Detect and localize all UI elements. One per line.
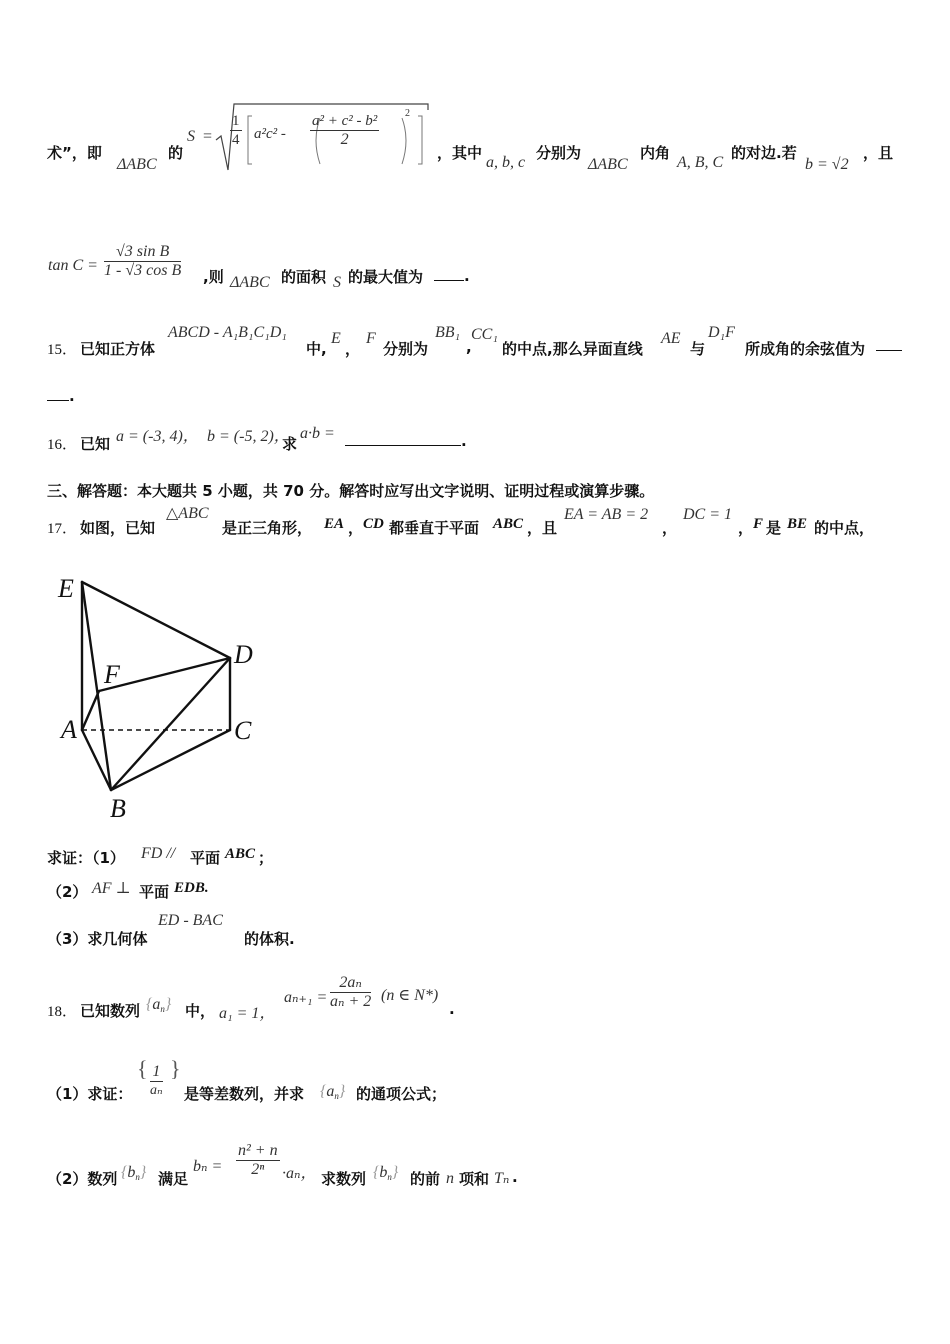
p17-eq1: EA = AB = 2 <box>564 506 649 523</box>
p18-q1-prefix: （1）求证： <box>47 1085 133 1103</box>
p15-cube: ABCD - A₁B₁C₁D₁ <box>168 324 287 341</box>
edge-ED <box>82 582 230 658</box>
p14-quarter <box>230 112 242 149</box>
p18-q2-text-1: 满足 <box>158 1170 189 1188</box>
p18-q1-frac-bot: aₙ <box>150 1083 163 1098</box>
p17-q2-text: 平面 <box>139 883 170 901</box>
p18-q2-bn-eq: bₙ = <box>193 1158 223 1175</box>
p18-q1-brace-right: } <box>170 1056 181 1081</box>
p18-rec-left: aₙ₊₁ = <box>284 989 328 1006</box>
p14-text-start: 术”，即 <box>47 144 102 162</box>
label-E: E <box>58 574 74 603</box>
p17-q1-math: FD // <box>141 845 176 862</box>
p14-tan-frac <box>104 243 181 280</box>
p14-text-zuida: 的最大值为 <box>348 268 424 286</box>
p18-q2-text-4: 项和 <box>459 1170 490 1188</box>
p18-a1: a₁ = 1， <box>219 1005 276 1022</box>
p15-text-4: 的中点,那么异面直线 <box>502 340 643 358</box>
p14-end: . <box>464 267 470 285</box>
p18-q1-seq-n: n <box>334 1091 339 1101</box>
p15-text-3: 分别为 <box>383 340 429 358</box>
p17-text-6: ， <box>662 519 678 537</box>
label-A: A <box>61 715 77 744</box>
p18-q2-text-3: 的前 <box>410 1170 441 1188</box>
p18-q2-frac-top: n² + n <box>238 1142 278 1159</box>
p17-F: F <box>753 516 764 532</box>
p15-answer-blank-2 <box>47 386 75 405</box>
p18-text-1: 已知数列 <box>80 1002 141 1020</box>
p18-rec-frac <box>330 974 371 1011</box>
p18-number: 18． <box>47 1004 78 1020</box>
p18-q2-end: . <box>512 1168 518 1186</box>
p18-q2-seq-b: b <box>127 1164 136 1181</box>
p18-end: . <box>449 1000 455 1018</box>
p15-D1F: D₁F <box>708 324 735 341</box>
p18-rec-top: 2aₙ <box>330 974 371 993</box>
section-3-heading: 三、解答题：本大题共 5 小题，共 70 分。解答时应写出文字说明、证明过程或演算步骤。 <box>47 482 655 500</box>
p17-q3-math: ED - BAC <box>158 912 223 929</box>
p18-q2-Tn: Tₙ <box>494 1170 510 1187</box>
p14-triangle-abc-3: ΔABC <box>230 274 270 291</box>
p17-CD: CD <box>363 516 384 532</box>
p18-q2-frac-bot: 2ⁿ <box>251 1161 265 1178</box>
p16-text-2: 求 <box>282 435 298 453</box>
p15-comma-2: , <box>466 338 472 356</box>
p18-q1-frac <box>150 1063 163 1100</box>
p18-q2-seq-n: n <box>135 1172 140 1182</box>
edge-BD <box>111 658 230 790</box>
edge-BC <box>111 730 230 790</box>
p14-text-duibian: 的对边.若 <box>731 144 797 162</box>
p16-dot: a·b = <box>300 425 335 442</box>
p14-eq: = <box>203 128 213 145</box>
p14-text-neijiao: 内角 <box>640 144 671 162</box>
p18-q2-frac <box>236 1142 280 1179</box>
p18-q1-seq: $\{a_n\}$ <box>320 1083 346 1101</box>
p14-tanC: tan C = <box>48 257 98 274</box>
p17-q2-math: AF ⊥ <box>92 880 131 897</box>
p15-text-1: 已知正方体 <box>80 340 156 358</box>
p14-text-ze: ,则 <box>203 268 224 286</box>
p14-tan-frac-top: √3 sin B <box>104 243 181 262</box>
label-B: B <box>110 794 126 823</box>
p18-q2-seq-bn-2: $\{b_n\}$ <box>373 1164 399 1182</box>
p15-AE: AE <box>661 330 681 347</box>
p17-figure <box>50 565 270 830</box>
p17-text-3: ， <box>348 519 364 537</box>
p17-text-9: 的中点， <box>814 519 875 537</box>
p16-end: . <box>461 432 467 450</box>
p17-text-4: 都垂直于平面 <box>389 519 480 537</box>
p18-q2-seq-n-2: n <box>387 1172 392 1182</box>
p18-q1-text: 是等差数列，并求 <box>184 1085 305 1103</box>
p17-text-2: 是正三角形， <box>222 519 313 537</box>
p14-text-qie: ，且 <box>863 144 894 162</box>
p18-text-2: 中， <box>185 1002 216 1020</box>
p17-q2-edb: EDB. <box>174 880 209 896</box>
p15-BB1: BB₁ <box>435 324 461 341</box>
p14-text-de: 的 <box>168 144 184 162</box>
p14-tan-frac-bot: 1 - √3 cos B <box>104 262 182 279</box>
p14-a2c2: a²c² - <box>254 126 286 142</box>
p18-q1-brace-left: { <box>137 1056 148 1081</box>
p18-seq-n: n <box>160 1004 165 1014</box>
p17-number: 17． <box>47 521 78 537</box>
p18-q2-bn-right: ·aₙ， <box>282 1165 317 1182</box>
p18-rec-bot: aₙ + 2 <box>330 993 372 1010</box>
label-D: D <box>234 640 253 669</box>
p14-triangle-abc: ΔABC <box>117 156 157 173</box>
p14-answer-blank <box>434 266 470 285</box>
p18-seq-a: a <box>152 996 161 1013</box>
p14-text-fenbie: 分别为 <box>536 144 582 162</box>
p18-q2-text-2: 求数列 <box>321 1170 367 1188</box>
p15-answer-blank <box>876 336 902 355</box>
p14-text-mianji: 的面积 <box>281 268 327 286</box>
p16-number: 16． <box>47 437 78 453</box>
p17-q1-text: 平面 <box>190 849 221 867</box>
p18-q2-n: n <box>446 1170 454 1187</box>
p16-answer-blank <box>345 431 467 450</box>
p15-text-6: 所成角的余弦值为 <box>745 340 866 358</box>
p17-q3-text: 的体积. <box>244 930 295 948</box>
p17-BE: BE <box>787 516 808 532</box>
p15-end: . <box>69 387 75 405</box>
p16-text-1: 已知 <box>80 435 111 453</box>
p18-q2-prefix: （2）数列 <box>47 1170 118 1188</box>
p18-seq-an: $\{a_n\}$ <box>146 996 172 1014</box>
p17-text-5: ，且 <box>527 519 558 537</box>
p18-q1-text-2: 的通项公式； <box>356 1085 447 1103</box>
p14-text-qizhong: ，其中 <box>437 144 483 162</box>
edge-AF <box>82 691 99 730</box>
p17-EA: EA <box>324 516 345 532</box>
p17-q2-prefix: （2） <box>47 883 88 901</box>
p17-q1-end: ； <box>258 849 274 867</box>
p14-quarter-num: 1 <box>232 113 240 129</box>
p15-F: F <box>366 330 376 347</box>
p14-quarter-den: 4 <box>232 132 240 148</box>
p14-abc-vars: a, b, c <box>486 154 526 171</box>
p14-triangle-abc-2: ΔABC <box>588 156 628 173</box>
label-C: C <box>234 716 252 745</box>
p17-tri: △ABC <box>166 505 209 522</box>
p18-q2-seq-bn: $\{b_n\}$ <box>121 1164 147 1182</box>
p17-text-8: 是 <box>766 519 782 537</box>
p15-text-5: 与 <box>690 340 706 358</box>
p17-q1-abc: ABC <box>225 846 256 862</box>
p15-comma: ， <box>345 340 361 358</box>
p17-text-7: ， <box>738 519 754 537</box>
p14-inner-frac <box>310 112 379 149</box>
p17-q3-prefix: （3）求几何体 <box>47 930 148 948</box>
label-F: F <box>104 660 120 689</box>
p18-rec-right: (n ∈ N*) <box>381 987 439 1004</box>
p17-q1-prefix: 求证：（1） <box>47 849 125 867</box>
p17-eq2: DC = 1 <box>683 506 733 523</box>
p14-b-eq: b = √2 <box>805 156 849 173</box>
p18-q1-seq-a: a <box>326 1083 335 1100</box>
p15-E: E <box>331 330 341 347</box>
p14-square: 2 <box>405 108 410 119</box>
p14-inner-frac-bot: 2 <box>340 131 349 148</box>
p15-text-2: 中, <box>306 340 327 358</box>
p18-q1-frac-top: 1 <box>150 1063 163 1082</box>
p16-vec-b: b = (-5, 2)， <box>207 428 290 445</box>
p15-number: 15． <box>47 342 78 358</box>
p14-S: S <box>187 128 195 145</box>
p14-angles: A, B, C <box>677 154 724 171</box>
p16-vec-a: a = (-3, 4)， <box>116 428 199 445</box>
p18-q2-seq-b-2: b <box>379 1164 388 1181</box>
p14-inner-frac-top: a² + c² - b² <box>312 113 378 129</box>
p17-text-1: 如图，已知 <box>80 519 156 537</box>
p14-S-2: S <box>333 274 341 291</box>
p15-CC1: CC₁ <box>471 326 498 343</box>
p17-ABC: ABC <box>493 516 524 532</box>
